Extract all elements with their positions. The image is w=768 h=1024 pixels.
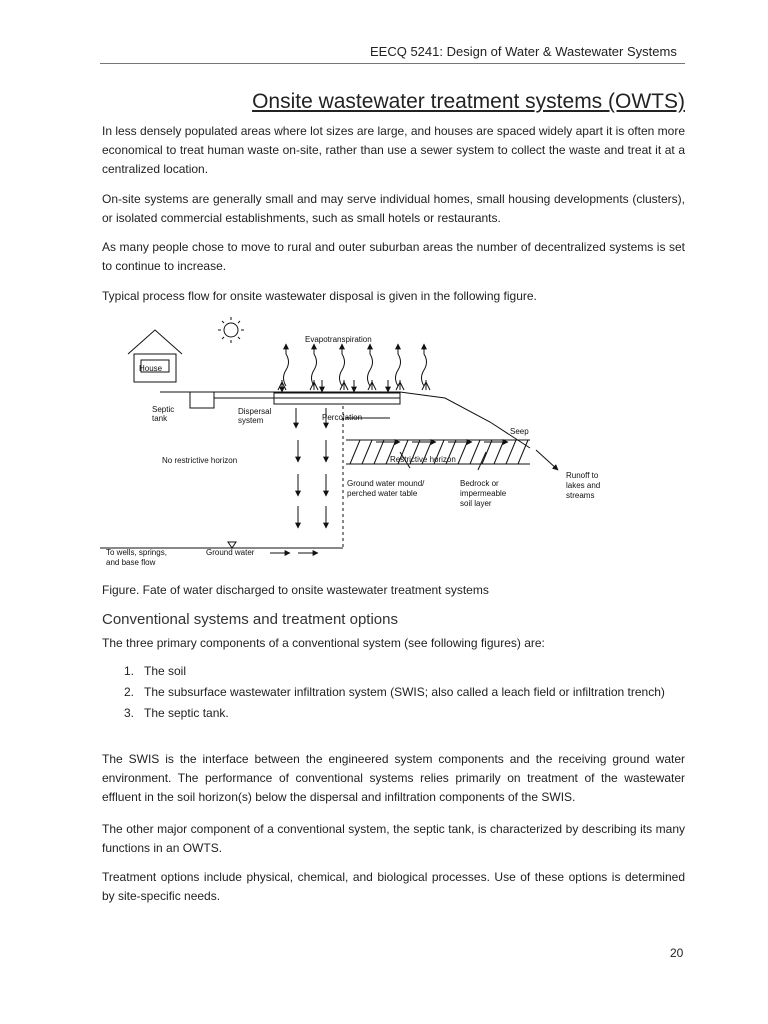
svg-text:system: system	[238, 416, 264, 425]
components-list	[102, 662, 685, 725]
process-flow-paragraph: Typical process flow for onsite wastewater disposal is given in the following figure.	[102, 289, 537, 303]
sun-icon	[218, 317, 244, 343]
svg-text:tank: tank	[152, 414, 168, 423]
svg-text:streams: streams	[566, 491, 595, 500]
page-title: Onsite wastewater treatment systems (OWTS)	[252, 90, 685, 113]
owts-fate-diagram	[100, 310, 690, 572]
restrictive-horizon-label: Restrictive horizon	[390, 455, 456, 464]
septic-tank-label: Septic	[152, 405, 175, 414]
septic-tank-shape	[190, 392, 214, 408]
seep-label: Seep	[510, 427, 529, 436]
page-number: 20	[670, 946, 684, 960]
percolation-arrows	[296, 408, 326, 528]
bedrock-label: Bedrock or	[460, 479, 499, 488]
septic-tank-paragraph: The other major component of a conventional system, the septic tank, is characterized by describing its many functions in an OWTS.	[102, 822, 685, 855]
header-rule	[100, 63, 685, 64]
wells-label: To wells, springs,	[106, 548, 167, 557]
svg-text:perched water table: perched water table	[347, 489, 418, 498]
intro-paragraph: In less densely populated areas where lot sizes are large, and houses are spaced widely apart it is often more economical to treat human waste on-site, rather than use a sewer system to collect the waste and treat it at a centralized location.	[102, 124, 685, 176]
treatment-options-paragraph: Treatment options include physical, chemical, and biological processes. Use of these options is determined by site-specific needs.	[102, 870, 685, 903]
section-heading: Conventional systems and treatment options	[102, 611, 398, 628]
evapotranspiration-arrows	[284, 344, 427, 386]
ground-water-label: Ground water	[206, 548, 255, 557]
svg-text:and base flow: and base flow	[106, 558, 156, 567]
house-label: House	[139, 364, 163, 373]
no-restrictive-horizon-label: No restrictive horizon	[162, 456, 238, 465]
swis-paragraph: The SWIS is the interface between the engineered system components and the receiving ground water environment. The performance of conventional systems relies primarily on treatment of the wastewater effluent in the soil horizon(s) below the dispersal and infiltration components of the SWIS.	[102, 752, 685, 804]
running-header: EECQ 5241: Design of Water & Wastewater Systems	[370, 44, 677, 59]
runoff-arrow	[536, 450, 558, 470]
dispersal-system-label: Dispersal	[238, 407, 272, 416]
house-icon	[128, 330, 182, 382]
figure-caption: Figure. Fate of water discharged to onsite wastewater treatment systems	[102, 583, 489, 597]
runoff-label: Runoff to	[566, 471, 599, 480]
percolation-label: Percolation	[322, 413, 363, 422]
list-item: 1. The soil	[124, 664, 187, 678]
svg-text:lakes and: lakes and	[566, 481, 601, 490]
onsite-systems-paragraph: On-site systems are generally small and may serve individual homes, small housing developments (clusters), or isolated commercial establishments, such as small hotels or restaurants.	[102, 192, 685, 225]
list-item: 2. The subsurface wastewater infiltration system (SWIS; also called a leach field or infiltration trench)	[124, 685, 665, 699]
list-item: 3. The septic tank.	[124, 706, 229, 720]
svg-text:soil layer: soil layer	[460, 499, 492, 508]
svg-text:impermeable: impermeable	[460, 489, 507, 498]
ground-water-mound-label: Ground water mound/	[347, 479, 425, 488]
components-intro: The three primary components of a conventional system (see following figures) are:	[102, 636, 545, 650]
evapotranspiration-label: Evapotranspiration	[305, 335, 372, 344]
rural-paragraph: As many people chose to move to rural and outer suburban areas the number of decentralized systems is set to continue to increase.	[102, 240, 685, 273]
